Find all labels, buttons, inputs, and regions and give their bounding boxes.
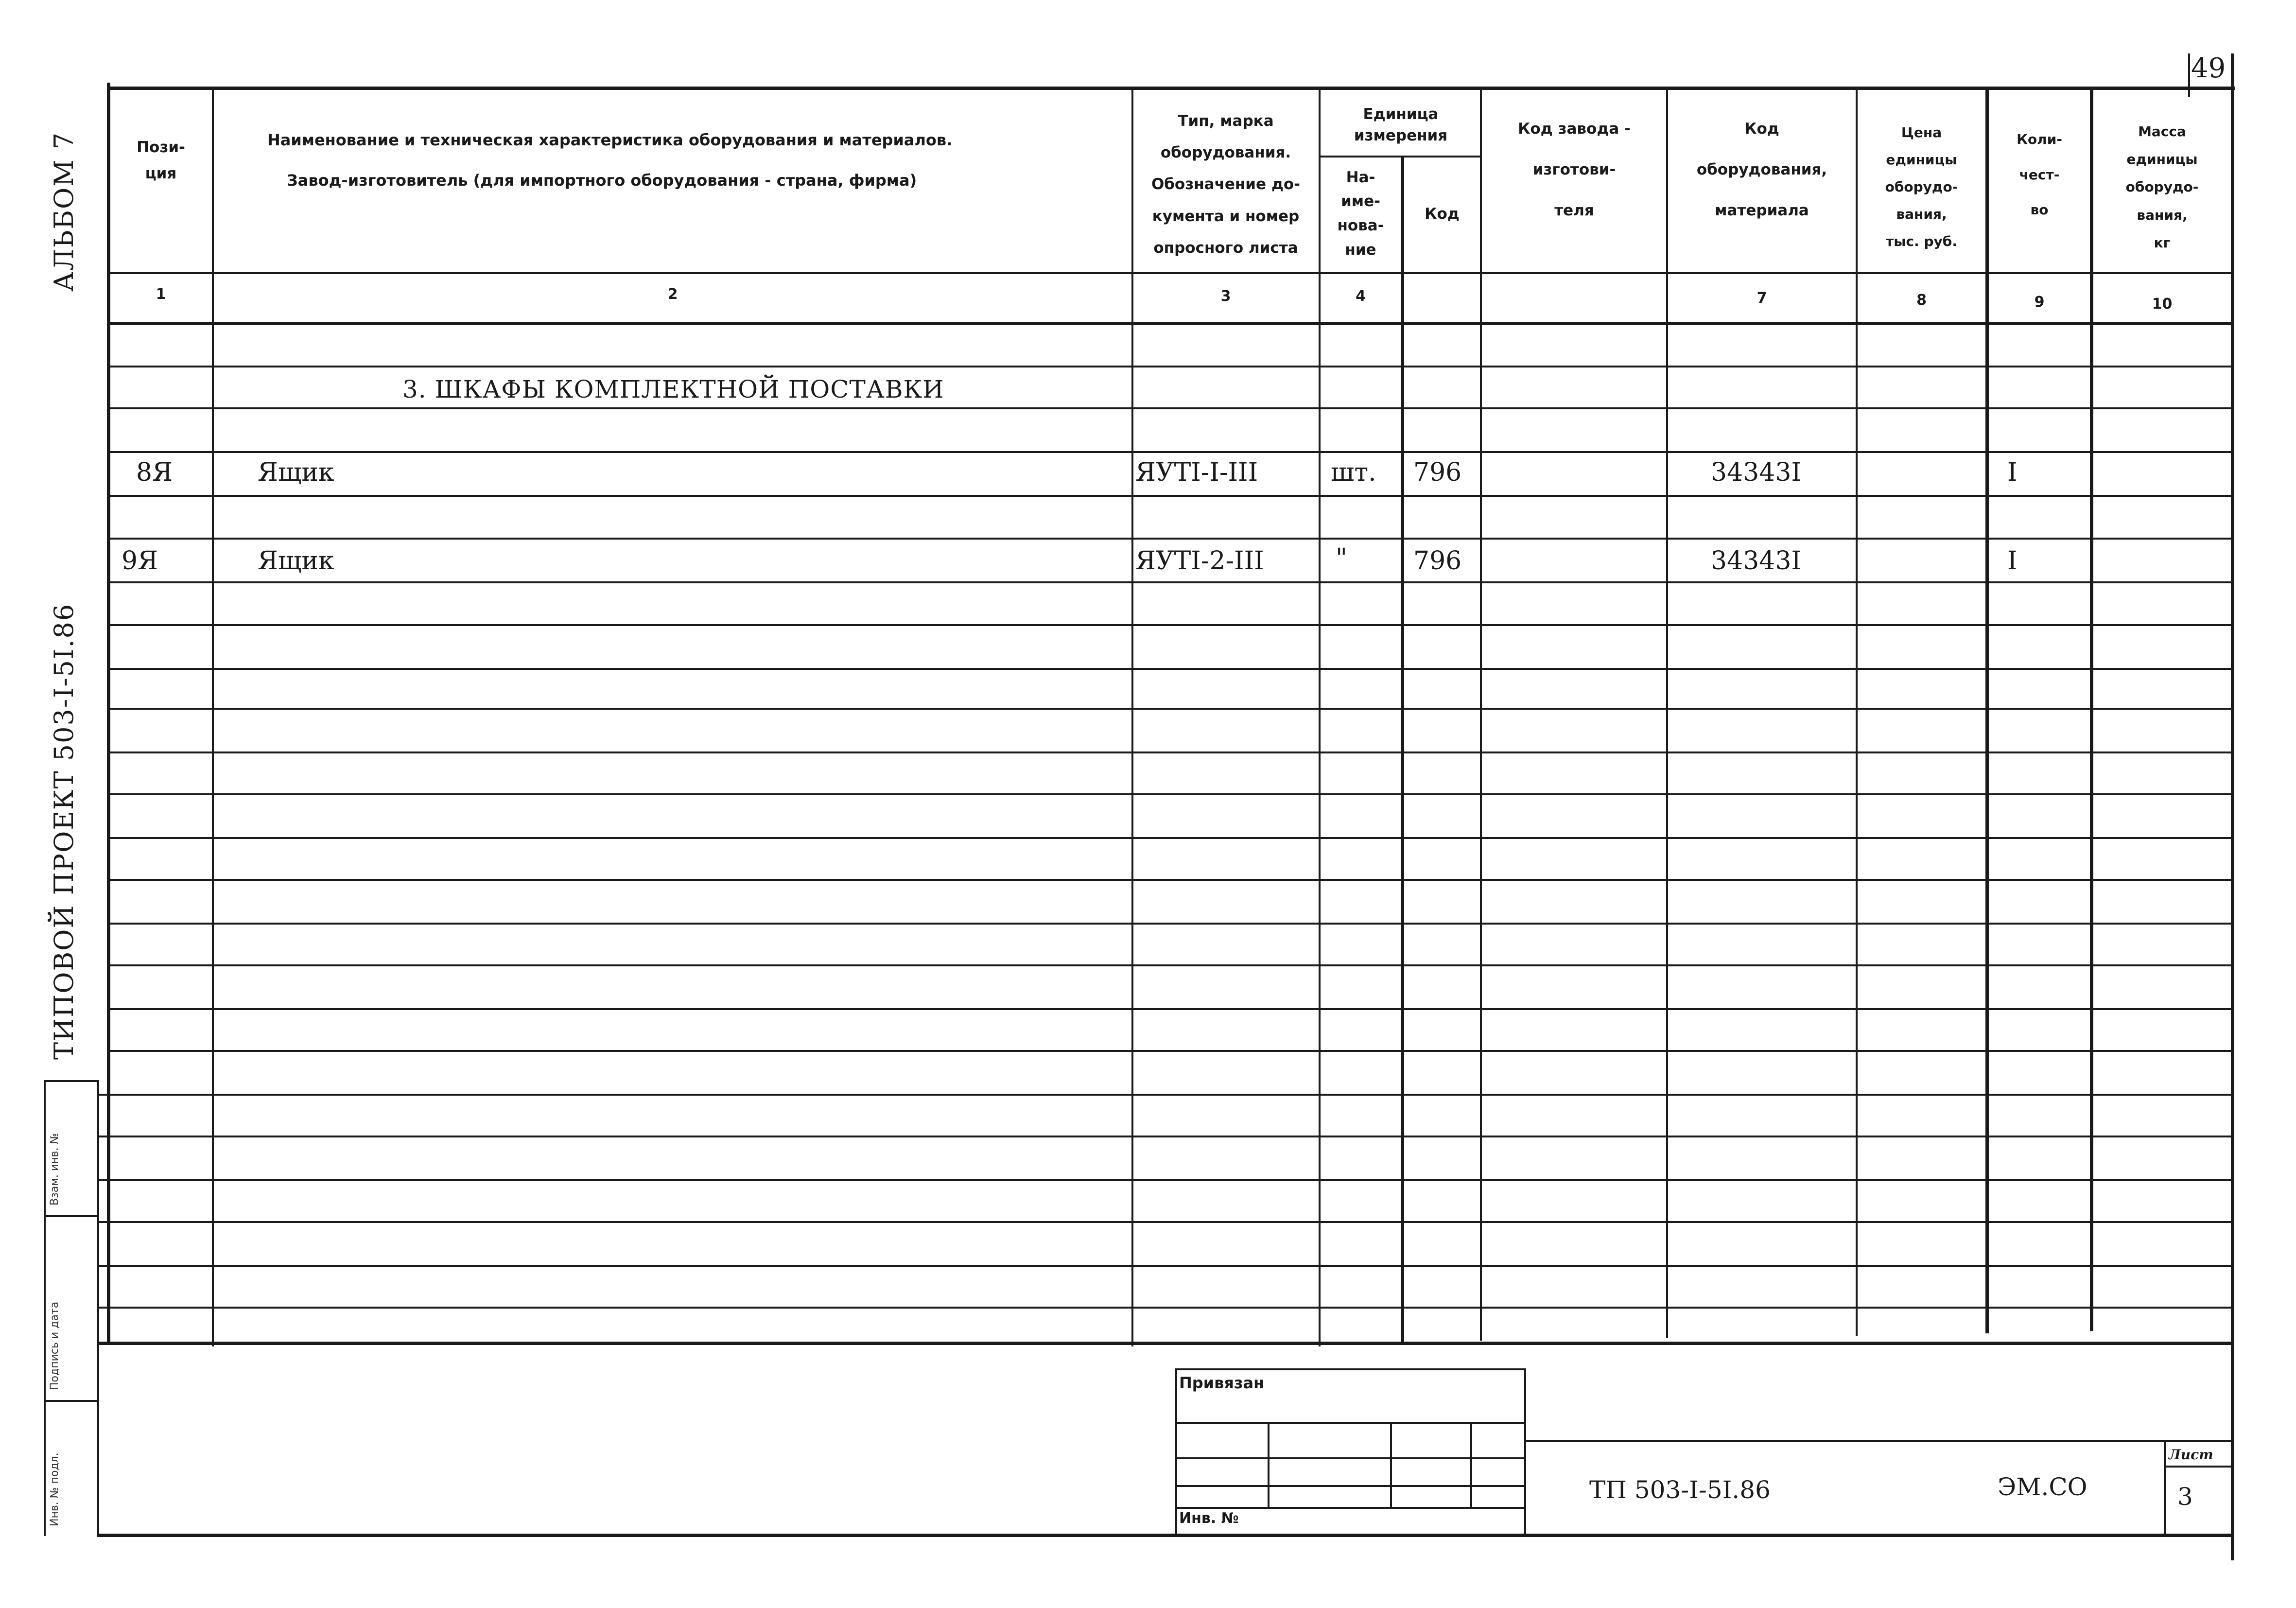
row-line xyxy=(107,366,2231,367)
row-line xyxy=(97,1179,2231,1181)
title-block-top xyxy=(1524,1440,2231,1442)
colnum-1: 1 xyxy=(156,286,166,303)
row-2-quantity: I xyxy=(2007,546,2018,576)
row-2-unit: " xyxy=(1336,543,1347,573)
doc-suffix: ЭМ.СО xyxy=(1998,1473,2087,1501)
row-2-equip-code: 34343I xyxy=(1711,546,1801,576)
row-1-unit: шт. xyxy=(1331,458,1376,487)
row-line xyxy=(97,1307,2231,1309)
stamp-div-1 xyxy=(44,1080,99,1082)
colnum-9: 9 xyxy=(2034,294,2045,311)
header-type: Тип, марка оборудования. Обозначение до- кумента и номер опросного листа xyxy=(1151,112,1301,257)
row-line xyxy=(97,1094,2231,1096)
header-bottom-line xyxy=(107,272,2231,274)
stamp-div-3 xyxy=(44,1400,99,1402)
section-title: 3. ШКАФЫ КОМПЛЕКТНОЙ ПОСТАВКИ xyxy=(402,375,944,403)
stamp-label-inventory: Инв. № подл. xyxy=(49,1452,61,1526)
row-1-unit-code: 796 xyxy=(1413,458,1462,487)
table-bottom-line xyxy=(97,1342,2231,1345)
frame-bottom xyxy=(97,1534,2231,1537)
header-quantity: Коли- чест- во xyxy=(2017,131,2062,218)
sheet-number: 3 xyxy=(2177,1483,2193,1511)
row-line xyxy=(107,879,2231,881)
stamp-div-2 xyxy=(44,1215,99,1217)
row-line xyxy=(107,451,2231,453)
colnum-8: 8 xyxy=(1916,292,1927,309)
stamp-label-signature: Подпись и дата xyxy=(49,1301,61,1390)
stamp-strip-left xyxy=(44,1080,46,1536)
numbers-bottom-line xyxy=(107,322,2231,325)
header-unit-name: На- име- нова- ние xyxy=(1337,168,1384,259)
header-unit-group: Единица измерения xyxy=(1354,105,1448,144)
header-price: Цена единицы оборудо- вания, тыс. руб. xyxy=(1885,124,1958,249)
page-number-mark xyxy=(2188,53,2190,97)
row-1-equip-code: 34343I xyxy=(1711,458,1801,487)
col-line-6 xyxy=(1666,87,1668,1338)
sheet-label: Лист xyxy=(2169,1447,2213,1463)
stamp-block-left xyxy=(1175,1368,1177,1536)
row-line xyxy=(107,1008,2231,1010)
page-number: 49 xyxy=(2191,52,2226,84)
col-line-1 xyxy=(212,87,214,1346)
row-line xyxy=(107,708,2231,710)
privyazan-line-2 xyxy=(1175,1457,1526,1459)
header-equip-code: Код оборудования, материала xyxy=(1696,120,1827,219)
colnum-2: 2 xyxy=(667,286,678,303)
sheet-box-divider xyxy=(2164,1466,2232,1468)
privyazan-top xyxy=(1175,1368,1526,1370)
frame-top xyxy=(107,87,2235,90)
frame-right xyxy=(2231,53,2234,1560)
row-line xyxy=(97,1265,2231,1267)
row-line xyxy=(97,1221,2231,1223)
privyazan-col-3 xyxy=(1470,1422,1472,1507)
project-label: ТИПОВОЙ ПРОЕКТ 503-I-5I.86 xyxy=(49,603,79,1060)
row-line xyxy=(97,1136,2231,1137)
header-mass: Масса единицы оборудо- вания, кг xyxy=(2125,123,2199,251)
stamp-label-replace: Взам. инв. № xyxy=(49,1133,61,1206)
row-1-position: 8Я xyxy=(136,458,173,487)
header-name: Наименование и техническая характеристика оборудования и материалов. Завод-изготовитель (для импортного оборудования - страна, фирма) xyxy=(267,130,953,190)
row-line xyxy=(107,923,2231,925)
row-2-position: 9Я xyxy=(122,546,158,576)
album-label: АЛЬБОМ 7 xyxy=(49,131,79,292)
row-2-name: Ящик xyxy=(258,546,334,576)
col-line-2 xyxy=(1131,87,1133,1346)
row-line xyxy=(107,624,2231,626)
row-2-unit-code: 796 xyxy=(1413,546,1462,576)
row-line xyxy=(107,495,2231,497)
row-line xyxy=(107,837,2231,839)
row-line xyxy=(107,668,2231,670)
row-line xyxy=(107,964,2231,966)
inv-label: Инв. № xyxy=(1179,1510,1239,1527)
row-1-quantity: I xyxy=(2007,458,2018,487)
frame-left-lower xyxy=(97,1344,99,1536)
privyazan-label: Привязан xyxy=(1179,1374,1265,1392)
header-factory-code: Код завода - изготови- теля xyxy=(1518,120,1631,219)
colnum-4: 4 xyxy=(1356,288,1366,305)
row-1-type: ЯУТI-I-III xyxy=(1135,458,1258,487)
col-line-4 xyxy=(1401,156,1404,1342)
unit-group-divider xyxy=(1319,156,1482,157)
doc-code: ТП 503-I-5I.86 xyxy=(1589,1476,1771,1504)
privyazan-right xyxy=(1524,1368,1526,1536)
row-line xyxy=(107,407,2231,409)
colnum-3: 3 xyxy=(1220,288,1231,305)
privyazan-line-4 xyxy=(1175,1507,1526,1509)
row-line xyxy=(107,793,2231,795)
row-line xyxy=(107,1050,2231,1052)
col-line-3 xyxy=(1319,87,1321,1346)
privyazan-col-1 xyxy=(1268,1422,1270,1507)
col-line-5 xyxy=(1480,87,1482,1341)
row-line xyxy=(107,752,2231,753)
privyazan-col-2 xyxy=(1390,1422,1392,1507)
row-line xyxy=(107,538,2231,540)
header-unit-code: Код xyxy=(1425,205,1460,223)
privyazan-line-3 xyxy=(1175,1485,1526,1487)
row-line xyxy=(107,581,2231,583)
colnum-7: 7 xyxy=(1757,290,1767,307)
sheet-box-left xyxy=(2164,1440,2166,1536)
colnum-10: 10 xyxy=(2152,296,2173,313)
row-2-type: ЯУТI-2-III xyxy=(1135,546,1264,576)
row-1-name: Ящик xyxy=(258,458,334,487)
header-position: Пози- ция xyxy=(137,138,185,182)
privyazan-line-1 xyxy=(1175,1422,1526,1424)
